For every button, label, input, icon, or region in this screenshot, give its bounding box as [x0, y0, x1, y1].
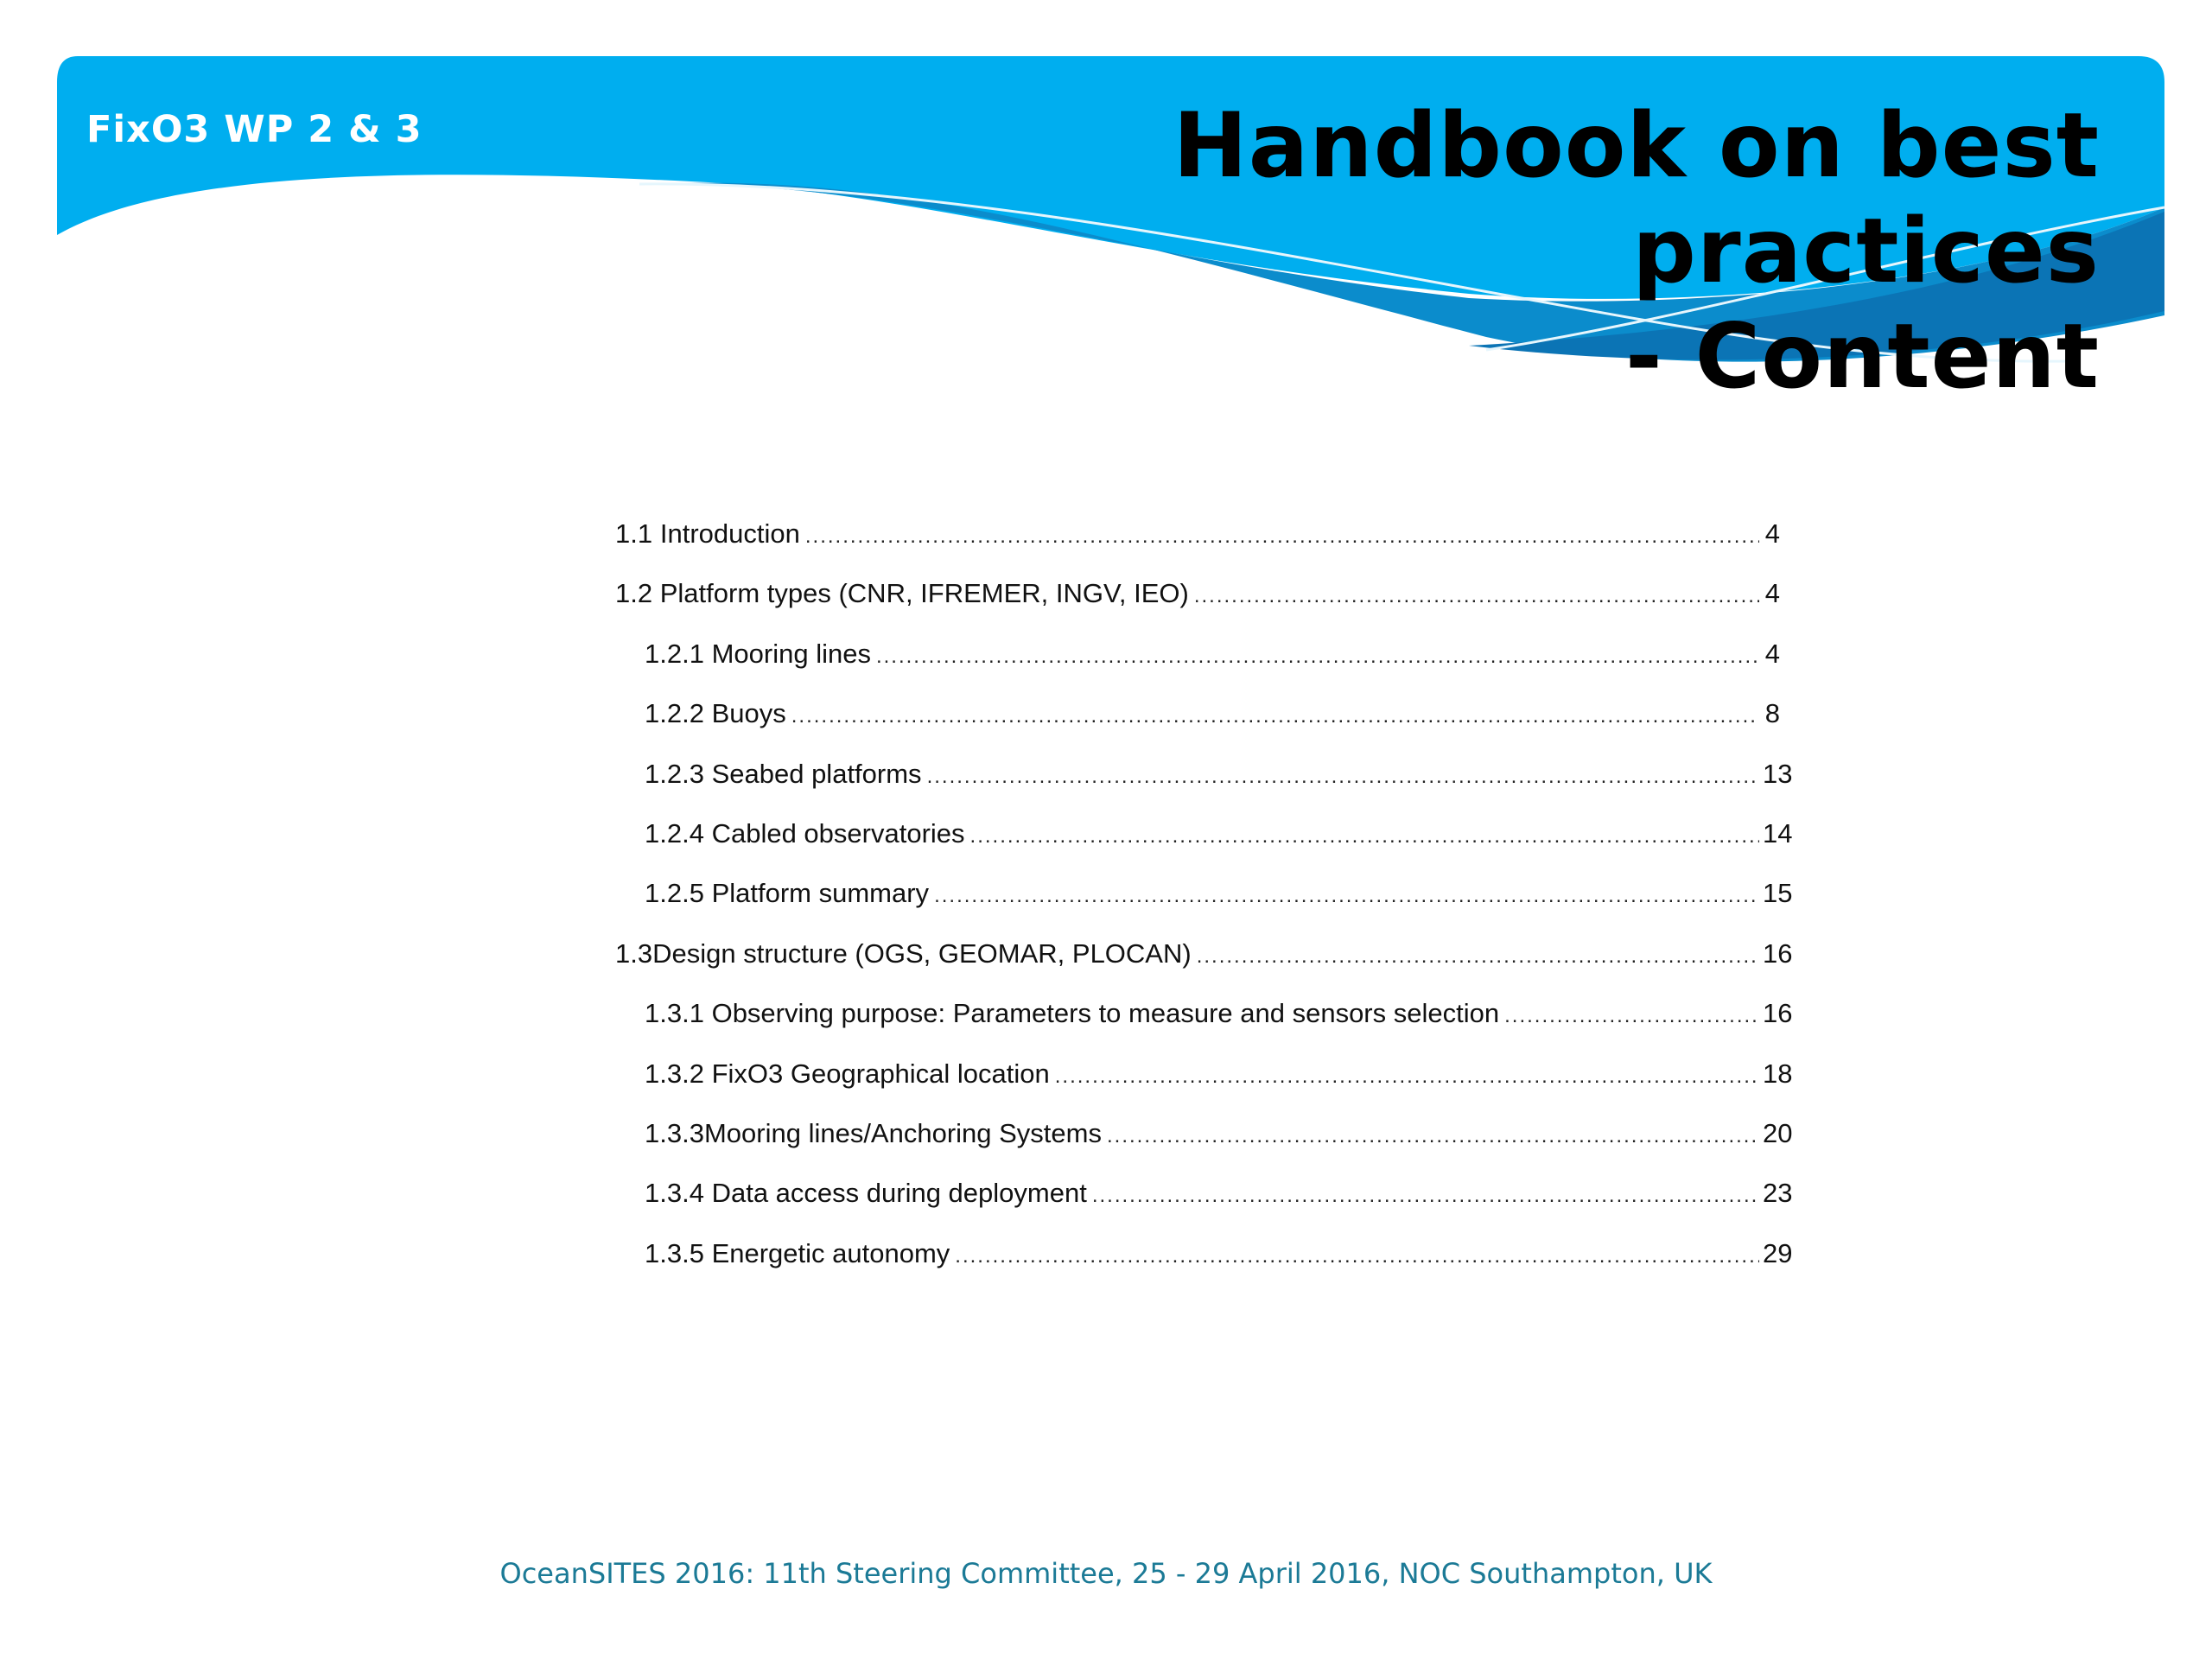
toc-number: 1.2.4 [645, 817, 704, 849]
page-title [717, 93, 2100, 410]
toc-entry[interactable] [615, 1058, 1793, 1118]
toc-page: 16 [1763, 938, 1793, 969]
toc-leader [805, 524, 1759, 549]
toc-leader [970, 824, 1759, 849]
toc-title: Data access during deployment [711, 1178, 1087, 1209]
footer-text: OceanSITES 2016: 11th Steering Committee, 25 - 29 April 2016, NOC Southampton, UK [499, 1557, 1713, 1590]
toc-title: Platform types (CNR, IFREMER, INGV, IEO) [659, 578, 1189, 609]
toc-title: Cabled observatories [711, 817, 965, 849]
toc-entry[interactable] [615, 1178, 1793, 1237]
toc-title: Mooring lines/Anchoring Systems [703, 1117, 1102, 1148]
toc-page: 4 [1764, 578, 1780, 609]
toc-number: 1.3 [615, 938, 653, 969]
toc-number: 1.3.5 [645, 1237, 704, 1268]
toc-page: 8 [1764, 698, 1780, 729]
toc-entry[interactable] [615, 758, 1793, 818]
toc-number: 1.2.1 [645, 638, 704, 669]
toc-entry[interactable] [615, 938, 1793, 998]
toc-page: 13 [1763, 758, 1793, 789]
toc-leader [1092, 1184, 1759, 1208]
toc-page: 15 [1763, 878, 1793, 909]
toc-entry[interactable] [615, 698, 1780, 758]
toc-leader [955, 1244, 1759, 1268]
toc-leader [1055, 1065, 1759, 1089]
toc-entry[interactable] [615, 518, 1780, 578]
toc-title: Introduction [659, 518, 800, 549]
project-label: FixO3 WP 2 & 3 [86, 108, 423, 151]
toc-number: 1.3.1 [645, 998, 704, 1029]
toc-leader [876, 645, 1759, 669]
toc-leader [1107, 1124, 1759, 1148]
toc-leader [791, 704, 1759, 728]
toc-leader [1197, 944, 1759, 969]
title-line-1: Handbook on best practices [1173, 94, 2100, 303]
toc-page: 4 [1764, 518, 1780, 549]
toc-leader [934, 884, 1759, 908]
toc-entry[interactable] [615, 817, 1793, 878]
table-of-contents [615, 518, 1793, 1298]
toc-page: 20 [1763, 1117, 1793, 1148]
toc-title: Buoys [711, 698, 786, 729]
toc-number: 1.3.2 [645, 1058, 704, 1089]
toc-entry[interactable] [615, 639, 1780, 698]
toc-leader [1194, 584, 1759, 608]
toc-title: Platform summary [711, 878, 930, 909]
toc-entry[interactable] [615, 1237, 1793, 1298]
title-line-2: - Content [1625, 305, 2100, 409]
toc-page: 29 [1763, 1237, 1793, 1268]
toc-number: 1.3.3 [645, 1117, 704, 1148]
toc-number: 1.2 [615, 578, 653, 609]
toc-title: Design structure (OGS, GEOMAR, PLOCAN) [652, 938, 1192, 969]
toc-number: 1.3.4 [645, 1178, 704, 1209]
toc-page: 18 [1763, 1058, 1793, 1089]
toc-number: 1.2.3 [645, 758, 704, 789]
toc-title: Observing purpose: Parameters to measure and sensors selection [711, 998, 1500, 1029]
toc-entry[interactable] [615, 578, 1780, 638]
toc-entry[interactable] [615, 1117, 1793, 1178]
toc-number: 1.1 [615, 518, 653, 549]
toc-entry[interactable] [615, 998, 1793, 1058]
toc-number: 1.2.5 [645, 878, 704, 909]
toc-title: FixO3 Geographical location [711, 1058, 1050, 1089]
toc-page: 14 [1763, 817, 1793, 849]
toc-title: Seabed platforms [711, 758, 922, 789]
toc-page: 16 [1763, 998, 1793, 1029]
toc-leader [927, 765, 1759, 789]
toc-title: Mooring lines [711, 638, 871, 669]
toc-title: Energetic autonomy [711, 1237, 950, 1268]
toc-page: 23 [1763, 1178, 1793, 1209]
toc-page: 4 [1764, 638, 1780, 669]
toc-number: 1.2.2 [645, 698, 704, 729]
toc-leader [1504, 1004, 1759, 1028]
toc-entry[interactable] [615, 878, 1793, 938]
